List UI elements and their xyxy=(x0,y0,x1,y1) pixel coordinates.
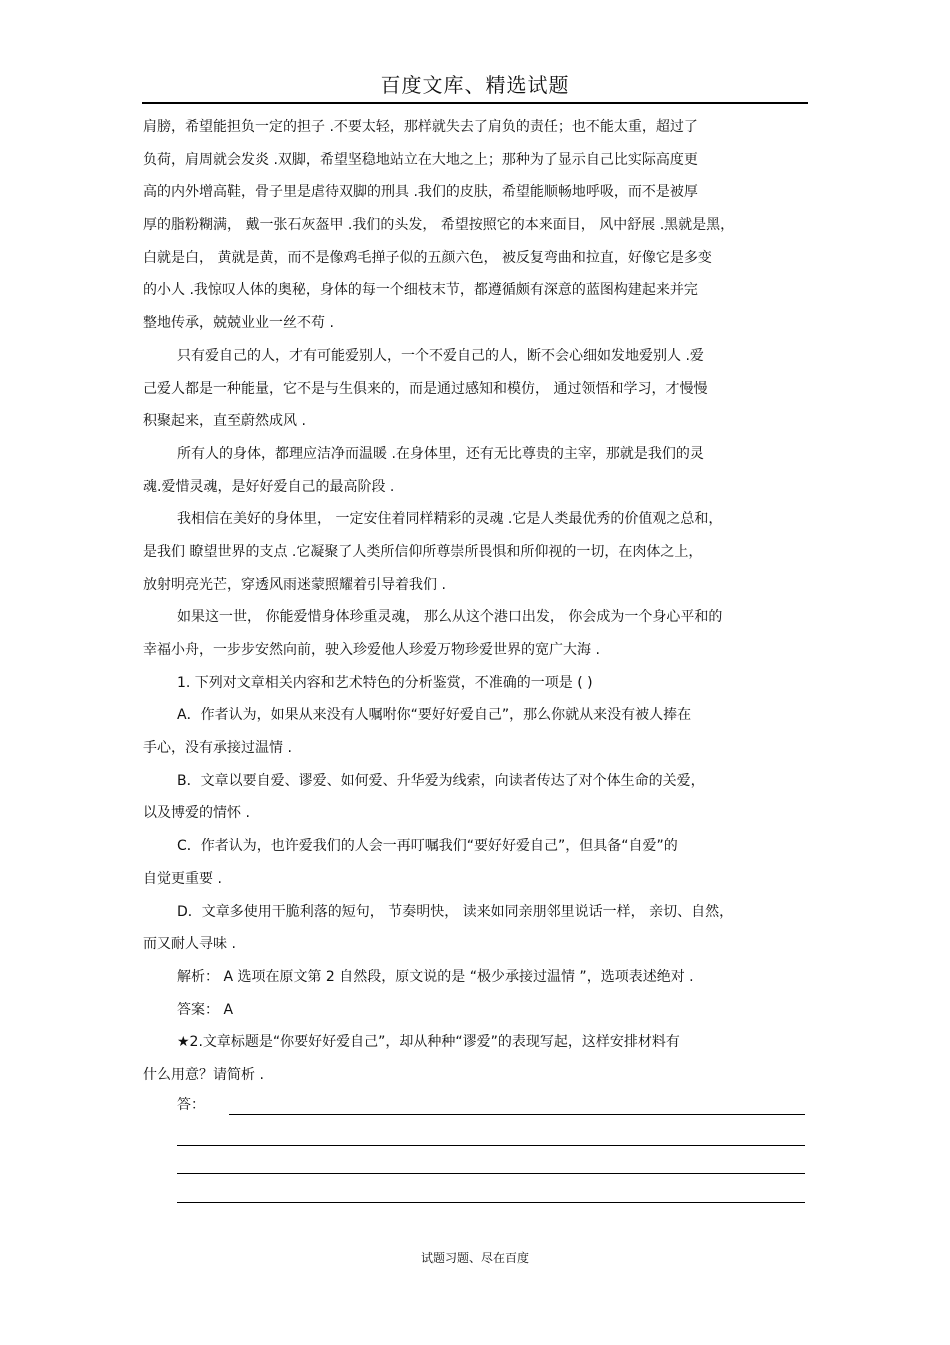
text-line: 我相信在美好的身体里， 一定安住着同样精彩的灵魂 .它是人类最优秀的价值观之总和， xyxy=(177,511,723,528)
option-b: B．文章以要自爱、谬爱、如何爱、升华爱为线索，向读者传达了对个体生命的关爱， xyxy=(177,772,705,789)
text-line: 是我们 瞭望世界的支点 .它凝聚了人类所信仰所尊崇所畏惧和所仰视的一切，在肉体之上， xyxy=(143,543,703,560)
option-b-cont: 以及博爱的情怀 . xyxy=(143,805,250,822)
answer-line[interactable] xyxy=(177,1145,805,1146)
text-line: 积聚起来，直至蔚然成风 . xyxy=(143,413,306,430)
answer-key: 答案： A xyxy=(177,1001,234,1018)
document-body xyxy=(143,116,808,1097)
text-line: 己爱人都是一种能量，它不是与生俱来的，而是通过感知和模仿， 通过领悟和学习，才慢慢 xyxy=(143,380,708,397)
answer-line[interactable] xyxy=(177,1173,805,1174)
answer-label: 答： xyxy=(177,1097,205,1113)
option-c: C．作者认为，也许爱我们的人会一再叮嘱我们“要好好爱自己”，但具备“自爱”的 xyxy=(177,838,678,855)
question-1: 1. 下列对文章相关内容和艺术特色的分析鉴赏，不准确的一项是 ( ) xyxy=(177,674,593,691)
answer-line[interactable] xyxy=(177,1202,805,1203)
text-line: 白就是白， 黄就是黄，而不是像鸡毛掸子似的五颜六色， 被反复弯曲和拉直，好像它是多变 xyxy=(143,249,712,266)
option-d-cont: 而又耐人寻味 . xyxy=(143,936,236,953)
text-line: 负荷，肩周就会发炎 .双脚，希望坚稳地站立在大地之上；那种为了显示自己比实际高度更 xyxy=(143,151,698,168)
answer-line[interactable] xyxy=(229,1114,805,1115)
text-line: 所有人的身体，都理应洁净而温暖 .在身体里，还有无比尊贵的主宰，那就是我们的灵 xyxy=(177,445,704,462)
text-line: 的小人 .我惊叹人体的奥秘，身体的每一个细枝末节，都遵循颇有深意的蓝图构建起来并完 xyxy=(143,282,698,299)
text-line: 放射明亮光芒，穿透风雨迷蒙照耀着引导着我们 . xyxy=(143,576,446,593)
question-2-cont: 什么用意？请简析 . xyxy=(143,1066,264,1083)
text-line: 魂.爱惜灵魂，是好好爱自己的最高阶段 . xyxy=(143,478,395,495)
header-title: 百度文库、精选试题 xyxy=(380,73,570,97)
option-a: A．作者认为，如果从来没有人嘱咐你“要好好爱自己”，那么你就从来没有被人捧在 xyxy=(177,707,692,724)
page-footer: 试题习题、尽在百度 xyxy=(420,1251,529,1265)
text-line: 如果这一世， 你能爱惜身体珍重灵魂， 那么从这个港口出发， 你会成为一个身心平和的 xyxy=(177,609,723,626)
text-line: 只有爱自己的人，才有可能爱别人，一个不爱自己的人，断不会心细如发地爱别人 .爱 xyxy=(177,347,704,364)
option-a-cont: 手心，没有承接过温情 . xyxy=(143,740,292,757)
text-line: 厚的脂粉糊满， 戴一张石灰盔甲 .我们的头发， 希望按照它的本来面目， 风中舒展 .黑就是黑， xyxy=(143,217,735,234)
text-line: 幸福小舟，一步步安然向前，驶入珍爱他人珍爱万物珍爱世界的宽广大海 . xyxy=(143,642,600,658)
text-line: 肩膀，希望能担负一定的担子 .不要太轻，那样就失去了肩负的责任；也不能太重，超过了 xyxy=(143,119,698,135)
page-header xyxy=(142,70,808,104)
option-d: D．文章多使用干脆利落的短句， 节奏明快， 读来如同亲朋邻里说话一样， 亲切、自然， xyxy=(177,903,734,920)
analysis: 解析： A 选项在原文第 2 自然段，原文说的是 “极少承接过温情 ”，选项表述绝对 . xyxy=(177,968,694,985)
text-line: 整地传承，兢兢业业一丝不苟 . xyxy=(143,315,334,332)
option-c-cont: 自觉更重要 . xyxy=(143,870,222,887)
question-2: ★2.文章标题是“你要好好爱自己”，却从种种“谬爱”的表现写起，这样安排材料有 xyxy=(177,1034,680,1051)
text-line: 高的内外增高鞋，骨子里是虐待双脚的刑具 .我们的皮肤，希望能顺畅地呼吸，而不是被厚 xyxy=(143,184,698,201)
